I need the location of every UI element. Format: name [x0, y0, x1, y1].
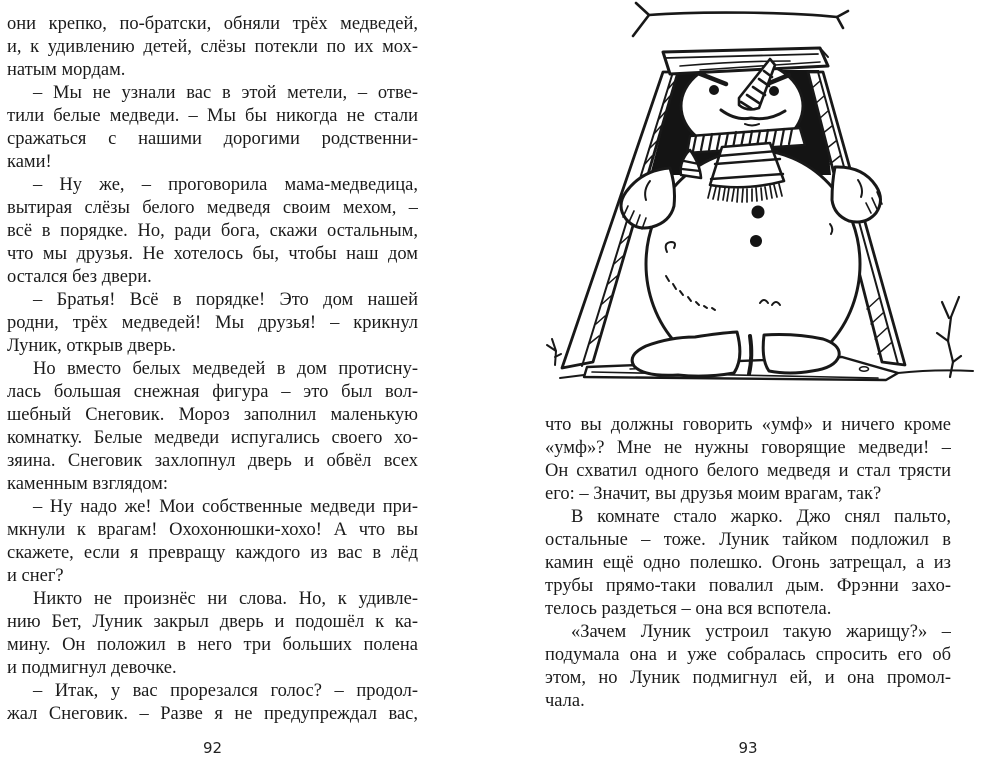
paragraph: [545, 621, 951, 713]
text-line: камин ещё одно полешко. Огонь затрещал, а из: [545, 553, 951, 573]
text-line: – Ну же, – проговорила мама-медведица,: [33, 175, 418, 195]
text-line: всё в порядке. Но, ради бога, скажи остальным,: [7, 221, 418, 241]
paragraph: [7, 82, 418, 174]
text-line: они крепко, по-братски, обняли трёх медведей,: [7, 14, 418, 34]
text-line: сражаться с нашими дорогими родственни-: [7, 129, 418, 149]
paragraph: [545, 414, 951, 506]
text-line: В комнате стало жарко. Джо снял пальто,: [571, 507, 951, 527]
text-line: вытирая слёзы белого медведя своим мехом, –: [7, 198, 418, 218]
text-line: жал Снеговик. – Разве я не предупреждал вас,: [7, 704, 418, 724]
text-line: – Братья! Всё в порядке! Это дом нашей: [33, 290, 418, 310]
text-line: и, к удивлению детей, слёзы потекли по их мох-: [7, 37, 418, 57]
text-line: «умф»? Мне не нужны говорящие медведи! –: [545, 438, 951, 458]
text-line: тили белые медведи. – Мы бы никогда не стали: [7, 106, 418, 126]
text-line: каменным взглядом:: [7, 474, 168, 494]
text-line: – Мы не узнали вас в этой метели, – отве-: [33, 83, 418, 103]
right-page-text: [545, 414, 951, 713]
text-line: Он схватил одного белого медведя и стал трясти: [545, 461, 951, 481]
paragraph: [545, 506, 951, 621]
paragraph: [7, 289, 418, 358]
text-line: комнатку. Белые медведи испугались своего хо-: [7, 428, 418, 448]
text-line: телось раздеться – она вся вспотела.: [545, 599, 832, 619]
text-line: «Зачем Луник устроил такую жарищу?» –: [571, 622, 951, 642]
text-line: натым мордам.: [7, 60, 126, 80]
text-line: что вы должны говорить «умф» и ничего кроме: [545, 415, 951, 435]
left-page-text: [7, 13, 418, 726]
text-line: – Итак, у вас прорезался голос? – продол-: [33, 681, 418, 701]
text-line: мкнули к врагам! Охохонюшки-хохо! А что вы: [7, 520, 418, 540]
text-line: лась большая снежная фигура – это был вол-: [7, 382, 418, 402]
text-line: шебный Снеговик. Мороз заполнил маленькую: [7, 405, 418, 425]
text-line: что мы друзья. Не хотелось бы, чтобы наш дом: [7, 244, 418, 264]
left-page-number: 92: [202, 739, 223, 757]
text-line: остальные – тоже. Луник тайком подложил в: [545, 530, 951, 550]
text-line: Луник, открыв дверь.: [7, 336, 177, 356]
text-line: родни, трёх медведей! Мы друзья! – крикнул: [7, 313, 418, 333]
right-arm-drawing: [832, 167, 882, 222]
paragraph: [7, 496, 418, 588]
ceiling-line-drawing: [633, 3, 848, 36]
text-line: Но вместо белых медведей в дом протисну-: [33, 359, 418, 379]
paragraph: [7, 680, 418, 726]
paragraph: [7, 358, 418, 496]
text-line: чала.: [545, 691, 585, 711]
text-line: скажете, если я превращу каждого из вас в лёд: [7, 543, 418, 563]
right-page-number: 93: [738, 739, 758, 757]
paragraph: [7, 174, 418, 289]
text-line: – Ну надо же! Мои собственные медведи при-: [33, 497, 418, 517]
snowman-illustration: [530, 0, 981, 404]
feet-drawing: [632, 332, 839, 376]
right-twig-drawing: [937, 297, 961, 377]
text-line: мину. Он положил в него три больших полена: [7, 635, 418, 655]
text-line: этом, но Луник подмигнул ей, и она промол-: [545, 668, 951, 688]
text-line: остался без двери.: [7, 267, 152, 287]
text-line: и снег?: [7, 566, 64, 586]
left-twig-drawing: [547, 339, 561, 365]
text-line: его: – Значит, вы друзья моим врагам, так?: [545, 484, 882, 504]
text-line: подумала она и уже собралась спросить его об: [545, 645, 951, 665]
paragraph: [7, 588, 418, 680]
paragraph: [7, 13, 418, 82]
text-line: нию Бет, Луник закрыл дверь и подошёл к ка-: [7, 612, 418, 632]
text-line: трубы прямо-таки повалил дым. Фрэнни захо-: [545, 576, 951, 596]
text-line: и подмигнул девочке.: [7, 658, 177, 678]
text-line: ками!: [7, 152, 52, 172]
text-line: зяина. Снеговик захлопнул дверь и обвёл всех: [7, 451, 418, 471]
text-line: Никто не произнёс ни слова. Но, к удивле-: [33, 589, 418, 609]
